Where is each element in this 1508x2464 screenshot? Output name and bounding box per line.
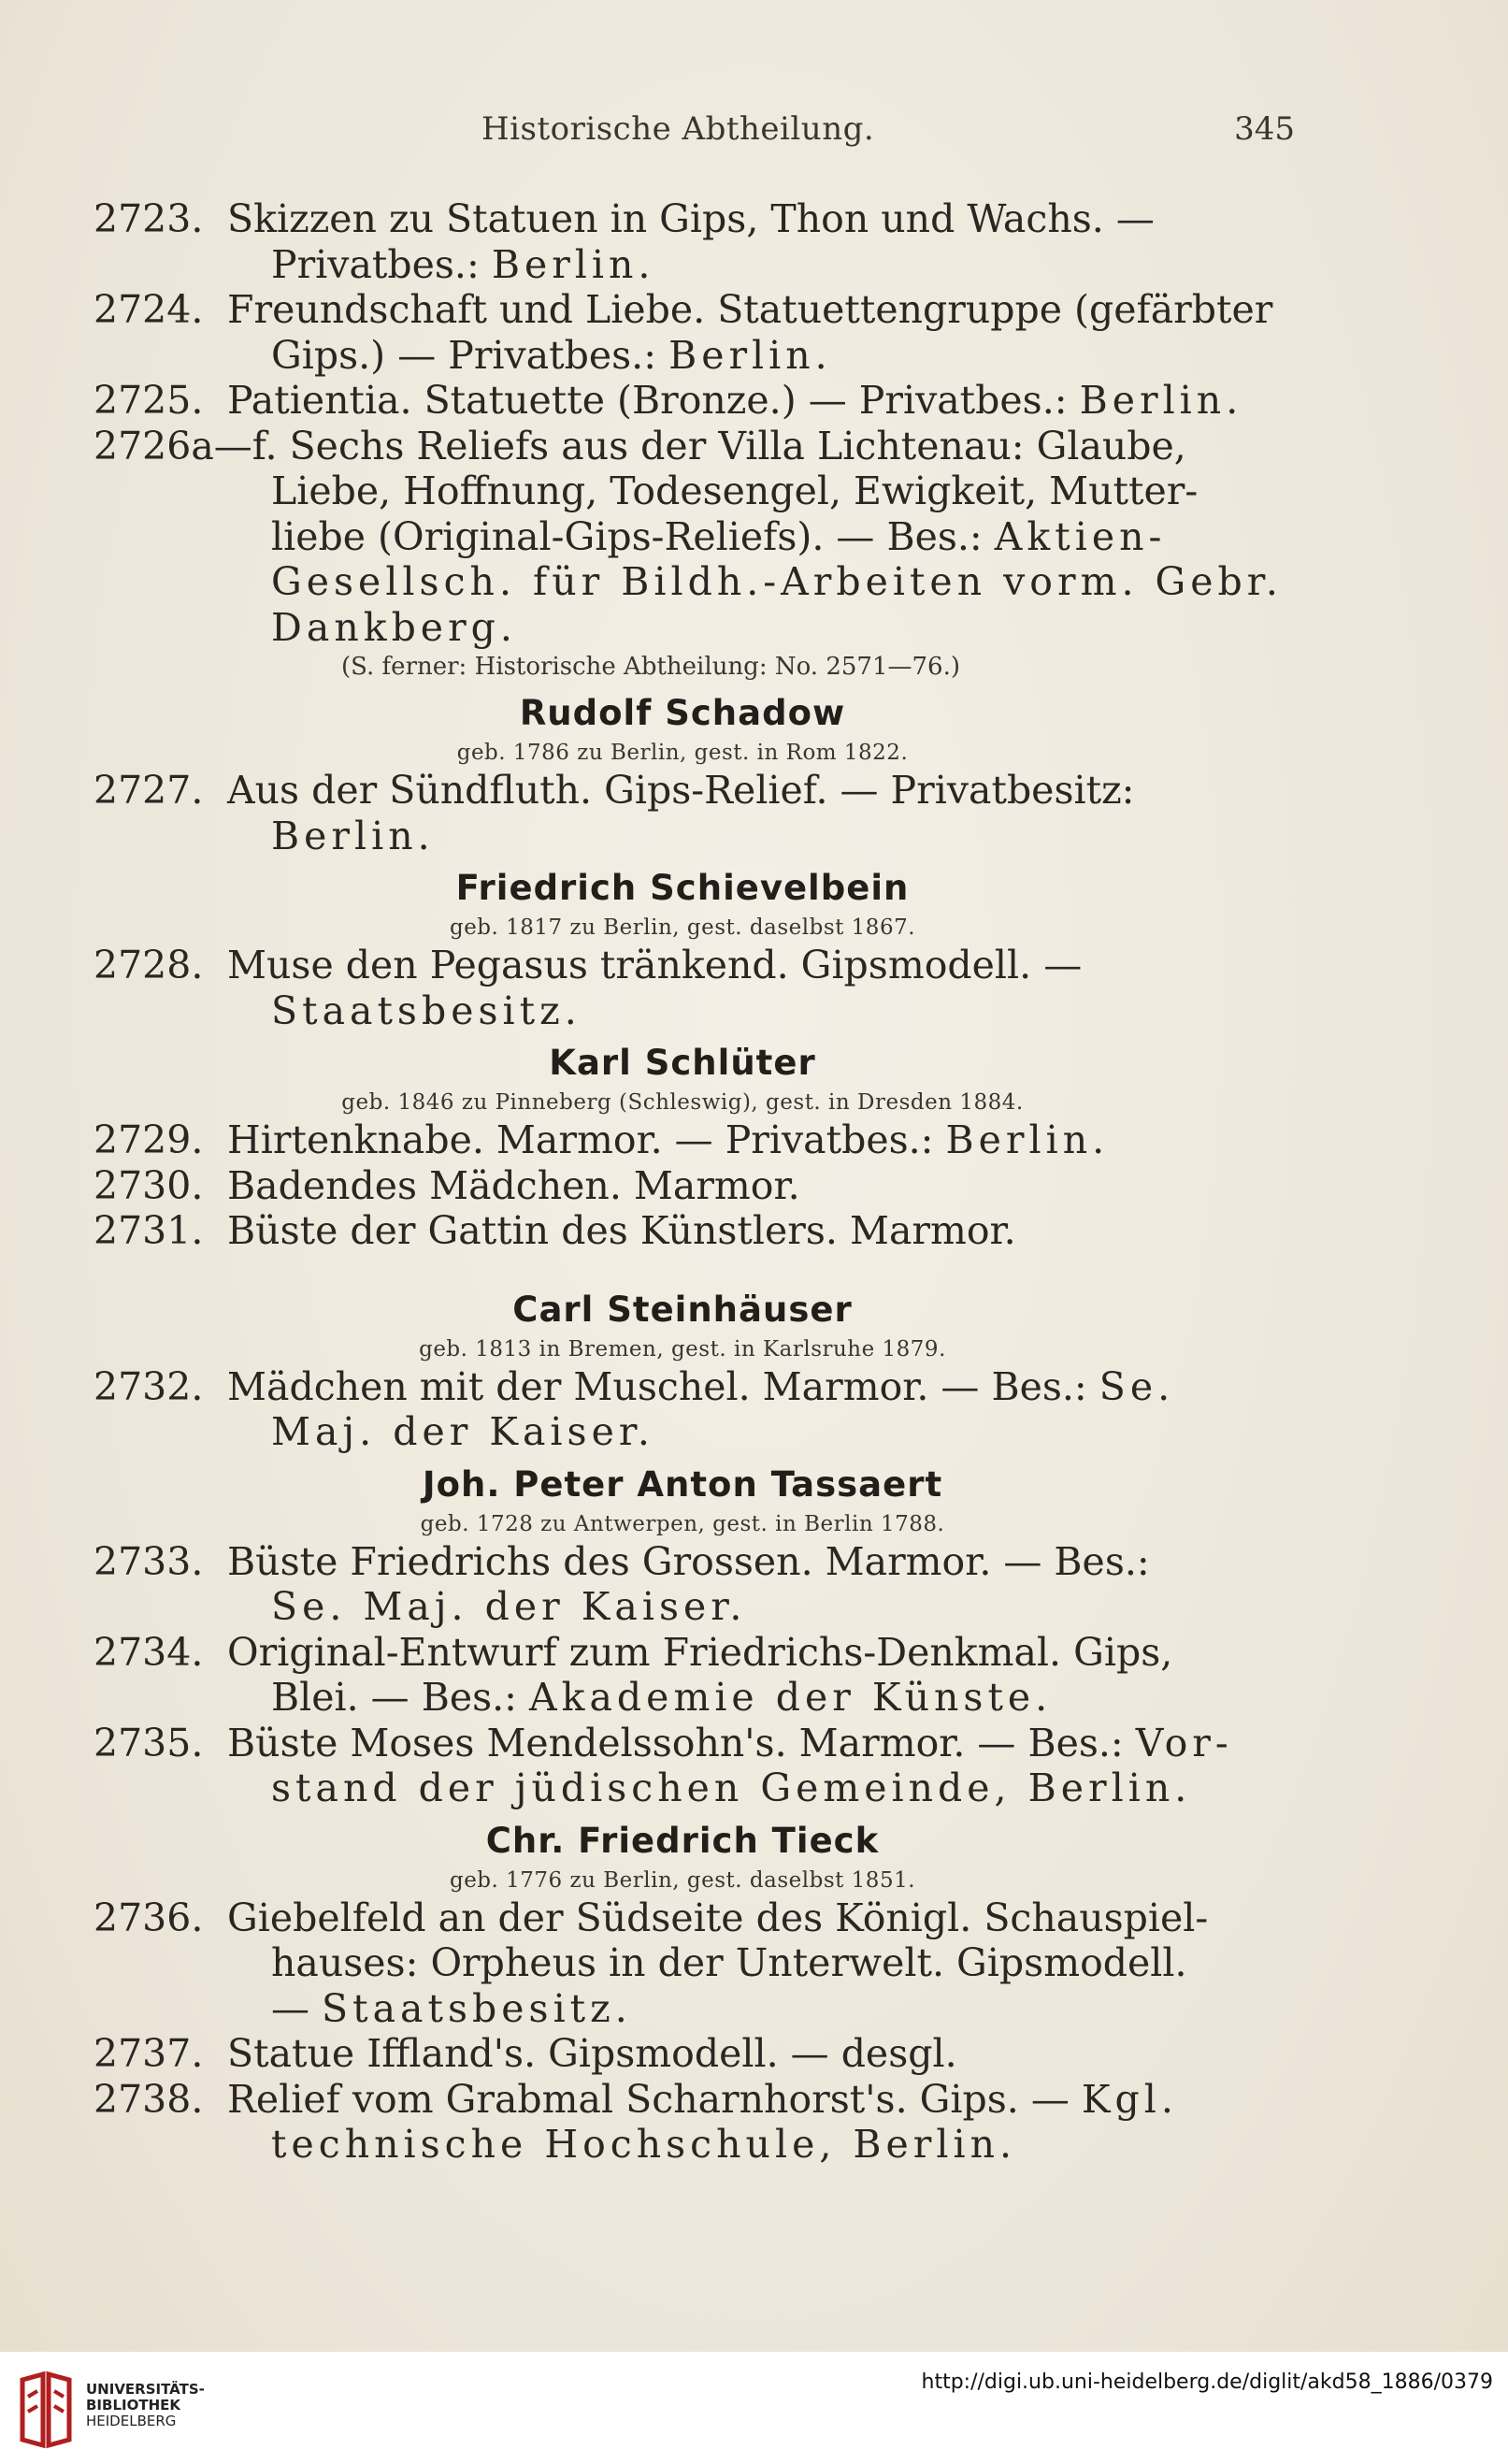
entry-2732: 2732. Mädchen mit der Muschel. Marmor. — Bes.: Se. (93, 1363, 1175, 1409)
entry-2729: 2729. Hirtenknabe. Marmor. — Privatbes.: Berlin. (93, 1117, 1110, 1162)
cross-reference-note: (S. ferner: Historische Abtheilung: No. 2571—76.) (341, 653, 960, 681)
entry-2736-cont: hauses: Orpheus in der Unterwelt. Gipsmodell. (271, 1940, 1187, 1985)
artist-dates: geb. 1817 zu Berlin, gest. daselbst 1867. (449, 915, 916, 940)
digitization-footer (0, 2352, 1508, 2464)
entry-2736-cont: — Staatsbesitz. (271, 1985, 632, 2031)
entry-2726-cont: Dankberg. (271, 604, 517, 650)
entry-2726-cont: liebe (Original-Gips-Reliefs). — Bes.: Aktien- (271, 513, 1167, 559)
artist-dates: geb. 1786 zu Berlin, gest. in Rom 1822. (456, 741, 909, 765)
entry-2728: 2728. Muse den Pegasus tränkend. Gipsmodell. — (93, 943, 1083, 987)
entry-2735: 2735. Büste Moses Mendelssohn's. Marmor. — Bes.: Vor- (93, 1720, 1233, 1765)
entry-2733: 2733. Büste Friedrichs des Grossen. Marmor. — Bes.: (93, 1538, 1150, 1584)
artist-dates: geb. 1846 zu Pinneberg (Schleswig), gest. in Dresden 1884. (341, 1090, 1024, 1115)
entry-2732-cont: Maj. der Kaiser. (271, 1409, 654, 1454)
entry-2723: 2723. Skizzen zu Statuen in Gips, Thon und Wachs. — (93, 196, 1155, 241)
entry-2731: 2731. Büste der Gattin des Künstlers. Marmor. (93, 1208, 1016, 1253)
entry-2734: 2734. Original-Entwurf zum Friedrichs-Denkmal. Gips, (93, 1629, 1173, 1675)
entry-2726-cont: Gesellsch. für Bildh.-Arbeiten vorm. Gebr. (271, 559, 1283, 604)
entry-2736: 2736. Giebelfeld an der Südseite des Königl. Schauspiel- (93, 1895, 1209, 1940)
entry-2734-cont: Blei. — Bes.: Akademie der Künste. (271, 1675, 1053, 1720)
source-url-link[interactable]: http://digi.ub.uni-heidelberg.de/diglit/akd58_1886/0379 (921, 2370, 1493, 2394)
entry-2727-cont: Berlin. (271, 813, 435, 858)
entry-2726-cont: Liebe, Hoffnung, Todesengel, Ewigkeit, Mutter- (271, 468, 1199, 513)
catalog-text (93, 196, 1300, 2168)
entry-2727: 2727. Aus der Sündfluth. Gips-Relief. — Privatbesitz: (93, 768, 1135, 813)
artist-heading: Joh. Peter Anton Tassaert (422, 1463, 943, 1505)
artist-dates: geb. 1728 zu Antwerpen, gest. in Berlin 1788. (420, 1511, 945, 1536)
artist-dates: geb. 1776 zu Berlin, gest. daselbst 1851. (449, 1867, 916, 1893)
artist-heading: Rudolf Schadow (519, 693, 846, 733)
artist-heading: Chr. Friedrich Tieck (485, 1820, 880, 1861)
entry-2724-cont: Gips.) — Privatbes.: Berlin. (271, 332, 832, 378)
library-logo-icon (17, 2370, 75, 2449)
library-name: UNIVERSITÄTS- BIBLIOTHEK HEIDELBERG (86, 2381, 205, 2429)
entry-2730: 2730. Badendes Mädchen. Marmor. (93, 1162, 800, 1208)
entry-2733-cont: Se. Maj. der Kaiser. (271, 1584, 747, 1629)
entry-2735-cont: stand der jüdischen Gemeinde, Berlin. (271, 1765, 1192, 1810)
entry-2737: 2737. Statue Iffland's. Gipsmodell. — desgl. (93, 2031, 957, 2076)
artist-heading: Carl Steinhäuser (512, 1289, 853, 1330)
artist-heading: Friedrich Schievelbein (455, 868, 910, 908)
entry-2738: 2738. Relief vom Grabmal Scharnhorst's. Gips. — Kgl. (93, 2076, 1178, 2122)
entry-2725: 2725. Patientia. Statuette (Bronze.) — Privatbes.: Berlin. (93, 378, 1243, 423)
artist-dates: geb. 1813 in Bremen, gest. in Karlsruhe 1879. (419, 1336, 946, 1362)
entry-2726: 2726a—f. Sechs Reliefs aus der Villa Lichtenau: Glaube, (93, 423, 1186, 468)
entry-2723-cont: Privatbes.: Berlin. (271, 241, 655, 287)
entry-2738-cont: technische Hochschule, Berlin. (271, 2122, 1017, 2167)
entry-2728-cont: Staatsbesitz. (271, 987, 582, 1033)
running-title: Historische Abtheilung. (481, 110, 875, 148)
page-number: 345 (1234, 110, 1295, 148)
artist-heading: Karl Schlüter (549, 1043, 816, 1083)
entry-2724: 2724. Freundschaft und Liebe. Statuettengruppe (gefärbter (93, 287, 1273, 332)
page-header (481, 110, 1295, 157)
